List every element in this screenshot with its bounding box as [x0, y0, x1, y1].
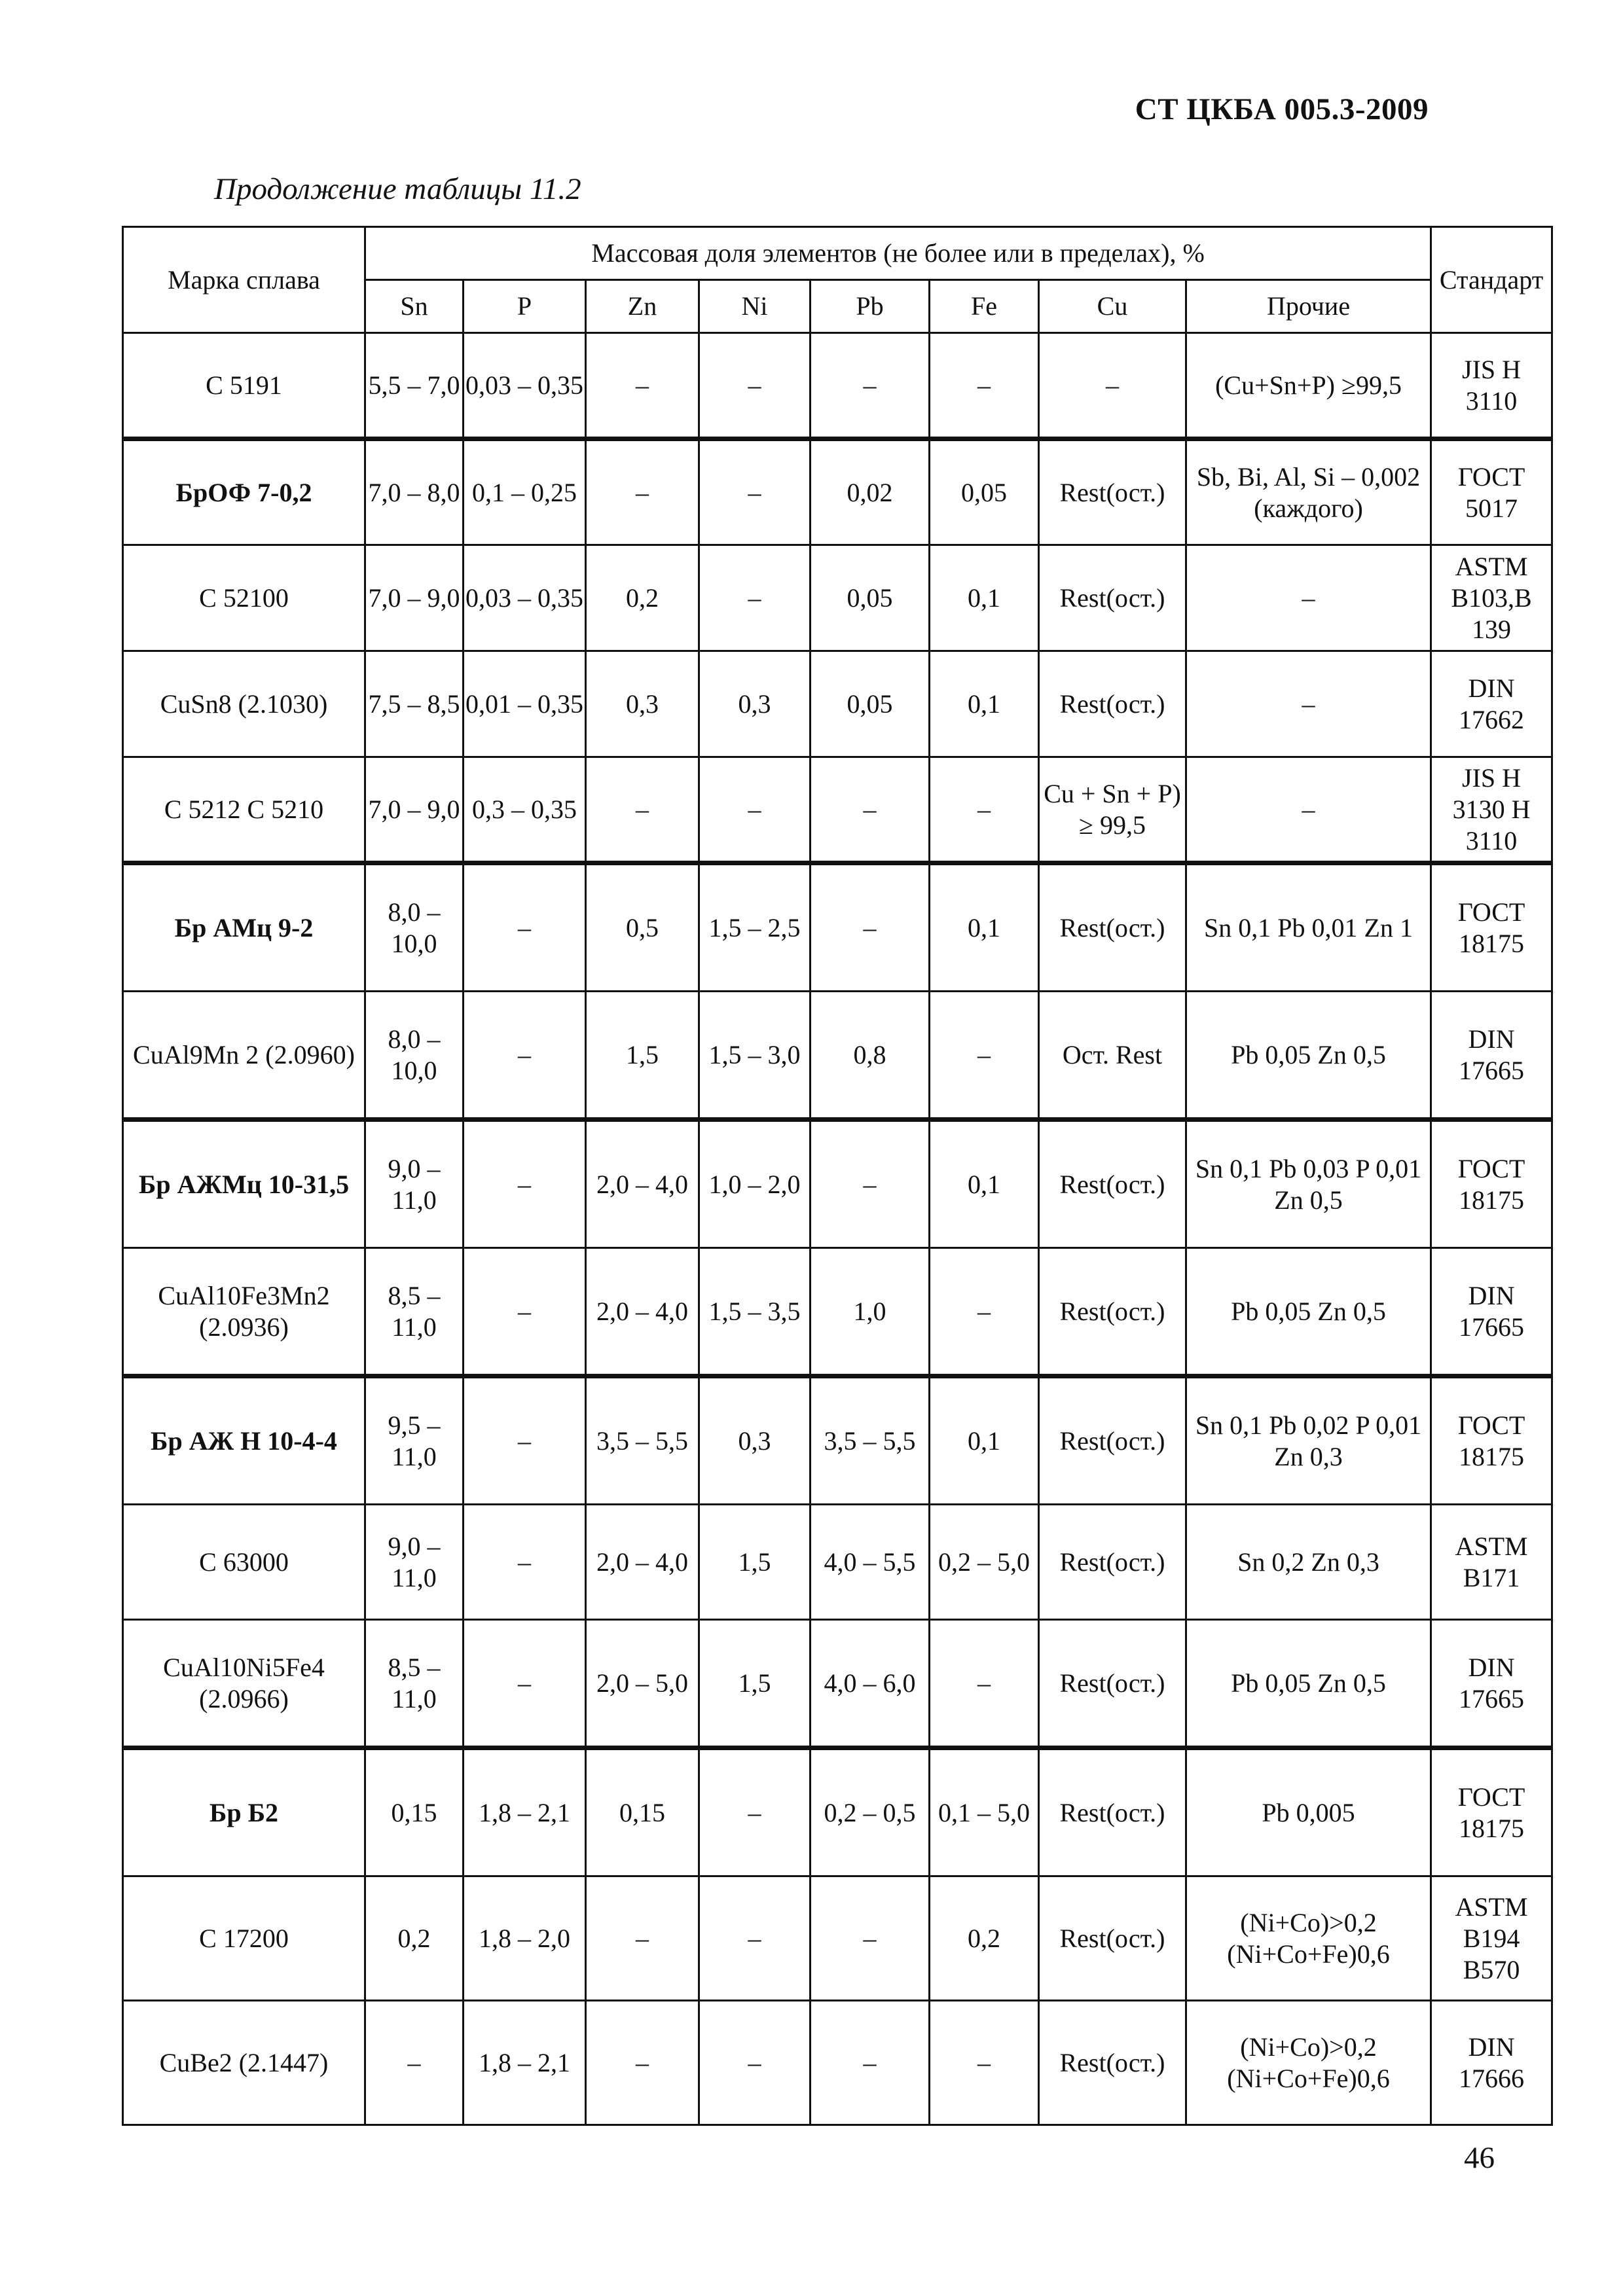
cell-value: – [464, 1620, 586, 1748]
header-element: P [464, 280, 586, 333]
cell-value: – [464, 1376, 586, 1505]
header-element: Cu [1039, 280, 1186, 333]
cell-value: 0,1 [930, 1120, 1039, 1248]
cell-value: Sn 0,1 Pb 0,01 Zn 1 [1186, 863, 1431, 992]
cell-value: 0,3 [699, 1376, 811, 1505]
table-row [123, 1120, 1552, 1248]
cell-value: – [586, 1876, 699, 2001]
cell-value: 7,0 – 9,0 [365, 545, 464, 651]
header-element: Прочие [1186, 280, 1431, 333]
cell-value: – [365, 2001, 464, 2125]
cell-standard: ASTM B103,B 139 [1431, 545, 1552, 651]
cell-value: Sb, Bi, Al, Si – 0,002 (каждого) [1186, 439, 1431, 545]
header-grade: Марка сплава [123, 227, 365, 333]
cell-standard: ASTM B194 B570 [1431, 1876, 1552, 2001]
cell-value: – [699, 1876, 811, 2001]
cell-value: 0,2 – 5,0 [930, 1505, 1039, 1620]
cell-value: Pb 0,05 Zn 0,5 [1186, 1620, 1431, 1748]
cell-value: – [699, 757, 811, 863]
cell-value: 2,0 – 4,0 [586, 1248, 699, 1376]
cell-value: Rest(ост.) [1039, 545, 1186, 651]
cell-value: – [930, 1620, 1039, 1748]
cell-value: 7,0 – 8,0 [365, 439, 464, 545]
cell-value: 1,5 – 2,5 [699, 863, 811, 992]
cell-value: 0,2 [365, 1876, 464, 2001]
cell-value: 0,1 [930, 651, 1039, 757]
cell-value: Sn 0,1 Pb 0,03 P 0,01 Zn 0,5 [1186, 1120, 1431, 1248]
cell-value: – [811, 757, 930, 863]
cell-standard: ГОСТ 18175 [1431, 1376, 1552, 1505]
table-caption: Продолжение таблицы 11.2 [214, 172, 581, 206]
table-row [123, 992, 1552, 1120]
cell-value: 2,0 – 4,0 [586, 1120, 699, 1248]
cell-value: 3,5 – 5,5 [811, 1376, 930, 1505]
cell-value: – [464, 863, 586, 992]
table-header-row [123, 227, 1552, 280]
cell-value: 8,0 – 10,0 [365, 992, 464, 1120]
cell-value: 7,5 – 8,5 [365, 651, 464, 757]
table-row [123, 333, 1552, 439]
cell-value: Rest(ост.) [1039, 1620, 1186, 1748]
cell-grade: CuAl10Fe3Mn2 (2.0936) [123, 1248, 365, 1376]
cell-value: 1,5 [699, 1505, 811, 1620]
document-code: СТ ЦКБА 005.3-2009 [1135, 92, 1429, 126]
cell-standard: ГОСТ 18175 [1431, 863, 1552, 992]
cell-value: – [464, 1120, 586, 1248]
table-row [123, 651, 1552, 757]
cell-value: – [930, 333, 1039, 439]
cell-value: – [811, 1876, 930, 2001]
cell-value: – [1186, 545, 1431, 651]
cell-value: 1,8 – 2,1 [464, 1748, 586, 1876]
cell-standard: ГОСТ 18175 [1431, 1120, 1552, 1248]
cell-value: 9,0 – 11,0 [365, 1505, 464, 1620]
cell-value: 0,1 – 0,25 [464, 439, 586, 545]
cell-value: – [930, 757, 1039, 863]
header-element: Fe [930, 280, 1039, 333]
table-row [123, 545, 1552, 651]
cell-value: Rest(ост.) [1039, 1120, 1186, 1248]
table-row [123, 1620, 1552, 1748]
header-standard: Стандарт [1431, 227, 1552, 333]
cell-value: – [1186, 651, 1431, 757]
cell-value: 1,0 – 2,0 [699, 1120, 811, 1248]
cell-value: – [930, 992, 1039, 1120]
cell-value: 0,1 [930, 863, 1039, 992]
cell-value: 1,5 – 3,0 [699, 992, 811, 1120]
cell-value: Pb 0,05 Zn 0,5 [1186, 992, 1431, 1120]
cell-value: Sn 0,1 Pb 0,02 P 0,01 Zn 0,3 [1186, 1376, 1431, 1505]
cell-value: 2,0 – 5,0 [586, 1620, 699, 1748]
header-element: Pb [811, 280, 930, 333]
cell-value: – [464, 992, 586, 1120]
cell-value: 0,15 [365, 1748, 464, 1876]
cell-value: 0,3 [586, 651, 699, 757]
cell-value: 0,03 – 0,35 [464, 545, 586, 651]
cell-value: Rest(ост.) [1039, 1748, 1186, 1876]
cell-value: – [699, 439, 811, 545]
cell-grade: С 5191 [123, 333, 365, 439]
cell-value: – [464, 1248, 586, 1376]
cell-value: 0,1 [930, 1376, 1039, 1505]
header-element: Zn [586, 280, 699, 333]
cell-grade: Бр Б2 [123, 1748, 365, 1876]
cell-value: – [930, 1248, 1039, 1376]
cell-value: 0,02 [811, 439, 930, 545]
cell-value: 1,5 – 3,5 [699, 1248, 811, 1376]
table-body [123, 333, 1552, 2125]
cell-value: 7,0 – 9,0 [365, 757, 464, 863]
header-element: Sn [365, 280, 464, 333]
cell-value: – [464, 1505, 586, 1620]
cell-value: 0,05 [811, 651, 930, 757]
cell-value: Rest(ост.) [1039, 1505, 1186, 1620]
cell-value: – [586, 439, 699, 545]
cell-value: 1,8 – 2,0 [464, 1876, 586, 2001]
cell-value: – [811, 863, 930, 992]
cell-value: 0,1 [930, 545, 1039, 651]
header-element: Ni [699, 280, 811, 333]
cell-value: 9,5 – 11,0 [365, 1376, 464, 1505]
cell-grade: CuAl9Mn 2 (2.0960) [123, 992, 365, 1120]
cell-value: Rest(ост.) [1039, 863, 1186, 992]
cell-value: 1,5 [699, 1620, 811, 1748]
cell-grade: Бр АЖМц 10-31,5 [123, 1120, 365, 1248]
cell-value: – [586, 333, 699, 439]
page-number: 46 [1464, 2141, 1495, 2175]
cell-grade: CuBe2 (2.1447) [123, 2001, 365, 2125]
cell-value: (Ni+Co)>0,2 (Ni+Co+Fe)0,6 [1186, 2001, 1431, 2125]
cell-standard: DIN 17665 [1431, 1248, 1552, 1376]
cell-value: Rest(ост.) [1039, 2001, 1186, 2125]
cell-value: 0,2 – 0,5 [811, 1748, 930, 1876]
table-row [123, 1505, 1552, 1620]
cell-value: – [699, 1748, 811, 1876]
cell-value: – [1186, 757, 1431, 863]
cell-value: (Cu+Sn+P) ≥99,5 [1186, 333, 1431, 439]
header-mass-fraction: Массовая доля элементов (не более или в пределах), % [365, 227, 1431, 280]
cell-value: Cu + Sn + P) ≥ 99,5 [1039, 757, 1186, 863]
cell-value: 4,0 – 5,5 [811, 1505, 930, 1620]
cell-value: Sn 0,2 Zn 0,3 [1186, 1505, 1431, 1620]
cell-value: 1,8 – 2,1 [464, 2001, 586, 2125]
table-row [123, 1376, 1552, 1505]
cell-value: Ост. Rest [1039, 992, 1186, 1120]
cell-standard: ГОСТ 18175 [1431, 1748, 1552, 1876]
cell-value: 1,0 [811, 1248, 930, 1376]
table-row [123, 1748, 1552, 1876]
table-row [123, 1248, 1552, 1376]
cell-value: 0,03 – 0,35 [464, 333, 586, 439]
cell-value: 8,0 – 10,0 [365, 863, 464, 992]
cell-value: 3,5 – 5,5 [586, 1376, 699, 1505]
cell-value: 5,5 – 7,0 [365, 333, 464, 439]
cell-grade: Бр АЖ Н 10-4-4 [123, 1376, 365, 1505]
cell-grade: CuSn8 (2.1030) [123, 651, 365, 757]
cell-value: (Ni+Co)>0,2 (Ni+Co+Fe)0,6 [1186, 1876, 1431, 2001]
cell-grade: С 5212 С 5210 [123, 757, 365, 863]
cell-standard: JIS H 3110 [1431, 333, 1552, 439]
cell-value: – [811, 2001, 930, 2125]
cell-value: 2,0 – 4,0 [586, 1505, 699, 1620]
cell-value: 8,5 – 11,0 [365, 1620, 464, 1748]
cell-grade: БрОФ 7-0,2 [123, 439, 365, 545]
cell-value: Pb 0,05 Zn 0,5 [1186, 1248, 1431, 1376]
cell-value: 0,01 – 0,35 [464, 651, 586, 757]
table-row [123, 2001, 1552, 2125]
cell-value: 9,0 – 11,0 [365, 1120, 464, 1248]
cell-value: 4,0 – 6,0 [811, 1620, 930, 1748]
cell-grade: С 17200 [123, 1876, 365, 2001]
cell-value: 1,5 [586, 992, 699, 1120]
cell-value: Rest(ост.) [1039, 1376, 1186, 1505]
table-row [123, 1876, 1552, 2001]
cell-grade: CuAl10Ni5Fe4 (2.0966) [123, 1620, 365, 1748]
cell-value: Rest(ост.) [1039, 439, 1186, 545]
cell-value: 8,5 – 11,0 [365, 1248, 464, 1376]
cell-standard: DIN 17665 [1431, 992, 1552, 1120]
cell-standard: ГОСТ 5017 [1431, 439, 1552, 545]
cell-value: 0,3 [699, 651, 811, 757]
cell-value: 0,15 [586, 1748, 699, 1876]
cell-value: – [586, 2001, 699, 2125]
cell-value: – [811, 1120, 930, 1248]
cell-value: 0,05 [811, 545, 930, 651]
cell-standard: ASTM B171 [1431, 1505, 1552, 1620]
cell-value: Pb 0,005 [1186, 1748, 1431, 1876]
cell-value: Rest(ост.) [1039, 1248, 1186, 1376]
cell-value: 0,3 – 0,35 [464, 757, 586, 863]
cell-value: – [586, 757, 699, 863]
cell-value: 0,1 – 5,0 [930, 1748, 1039, 1876]
cell-standard: JIS H 3130 H 3110 [1431, 757, 1552, 863]
cell-standard: DIN 17665 [1431, 1620, 1552, 1748]
cell-value: 0,5 [586, 863, 699, 992]
alloy-composition-table [122, 226, 1553, 2126]
cell-value: 0,2 [586, 545, 699, 651]
table-row [123, 757, 1552, 863]
cell-value: Rest(ост.) [1039, 1876, 1186, 2001]
cell-standard: DIN 17666 [1431, 2001, 1552, 2125]
table-row [123, 863, 1552, 992]
cell-value: – [1039, 333, 1186, 439]
table-row [123, 439, 1552, 545]
cell-value: – [699, 333, 811, 439]
cell-value: 0,05 [930, 439, 1039, 545]
cell-value: 0,2 [930, 1876, 1039, 2001]
cell-grade: Бр АМц 9-2 [123, 863, 365, 992]
cell-value: – [811, 333, 930, 439]
cell-grade: С 63000 [123, 1505, 365, 1620]
cell-standard: DIN 17662 [1431, 651, 1552, 757]
cell-value: – [699, 2001, 811, 2125]
cell-value: – [699, 545, 811, 651]
cell-value: Rest(ост.) [1039, 651, 1186, 757]
cell-value: – [930, 2001, 1039, 2125]
cell-value: 0,8 [811, 992, 930, 1120]
cell-grade: С 52100 [123, 545, 365, 651]
